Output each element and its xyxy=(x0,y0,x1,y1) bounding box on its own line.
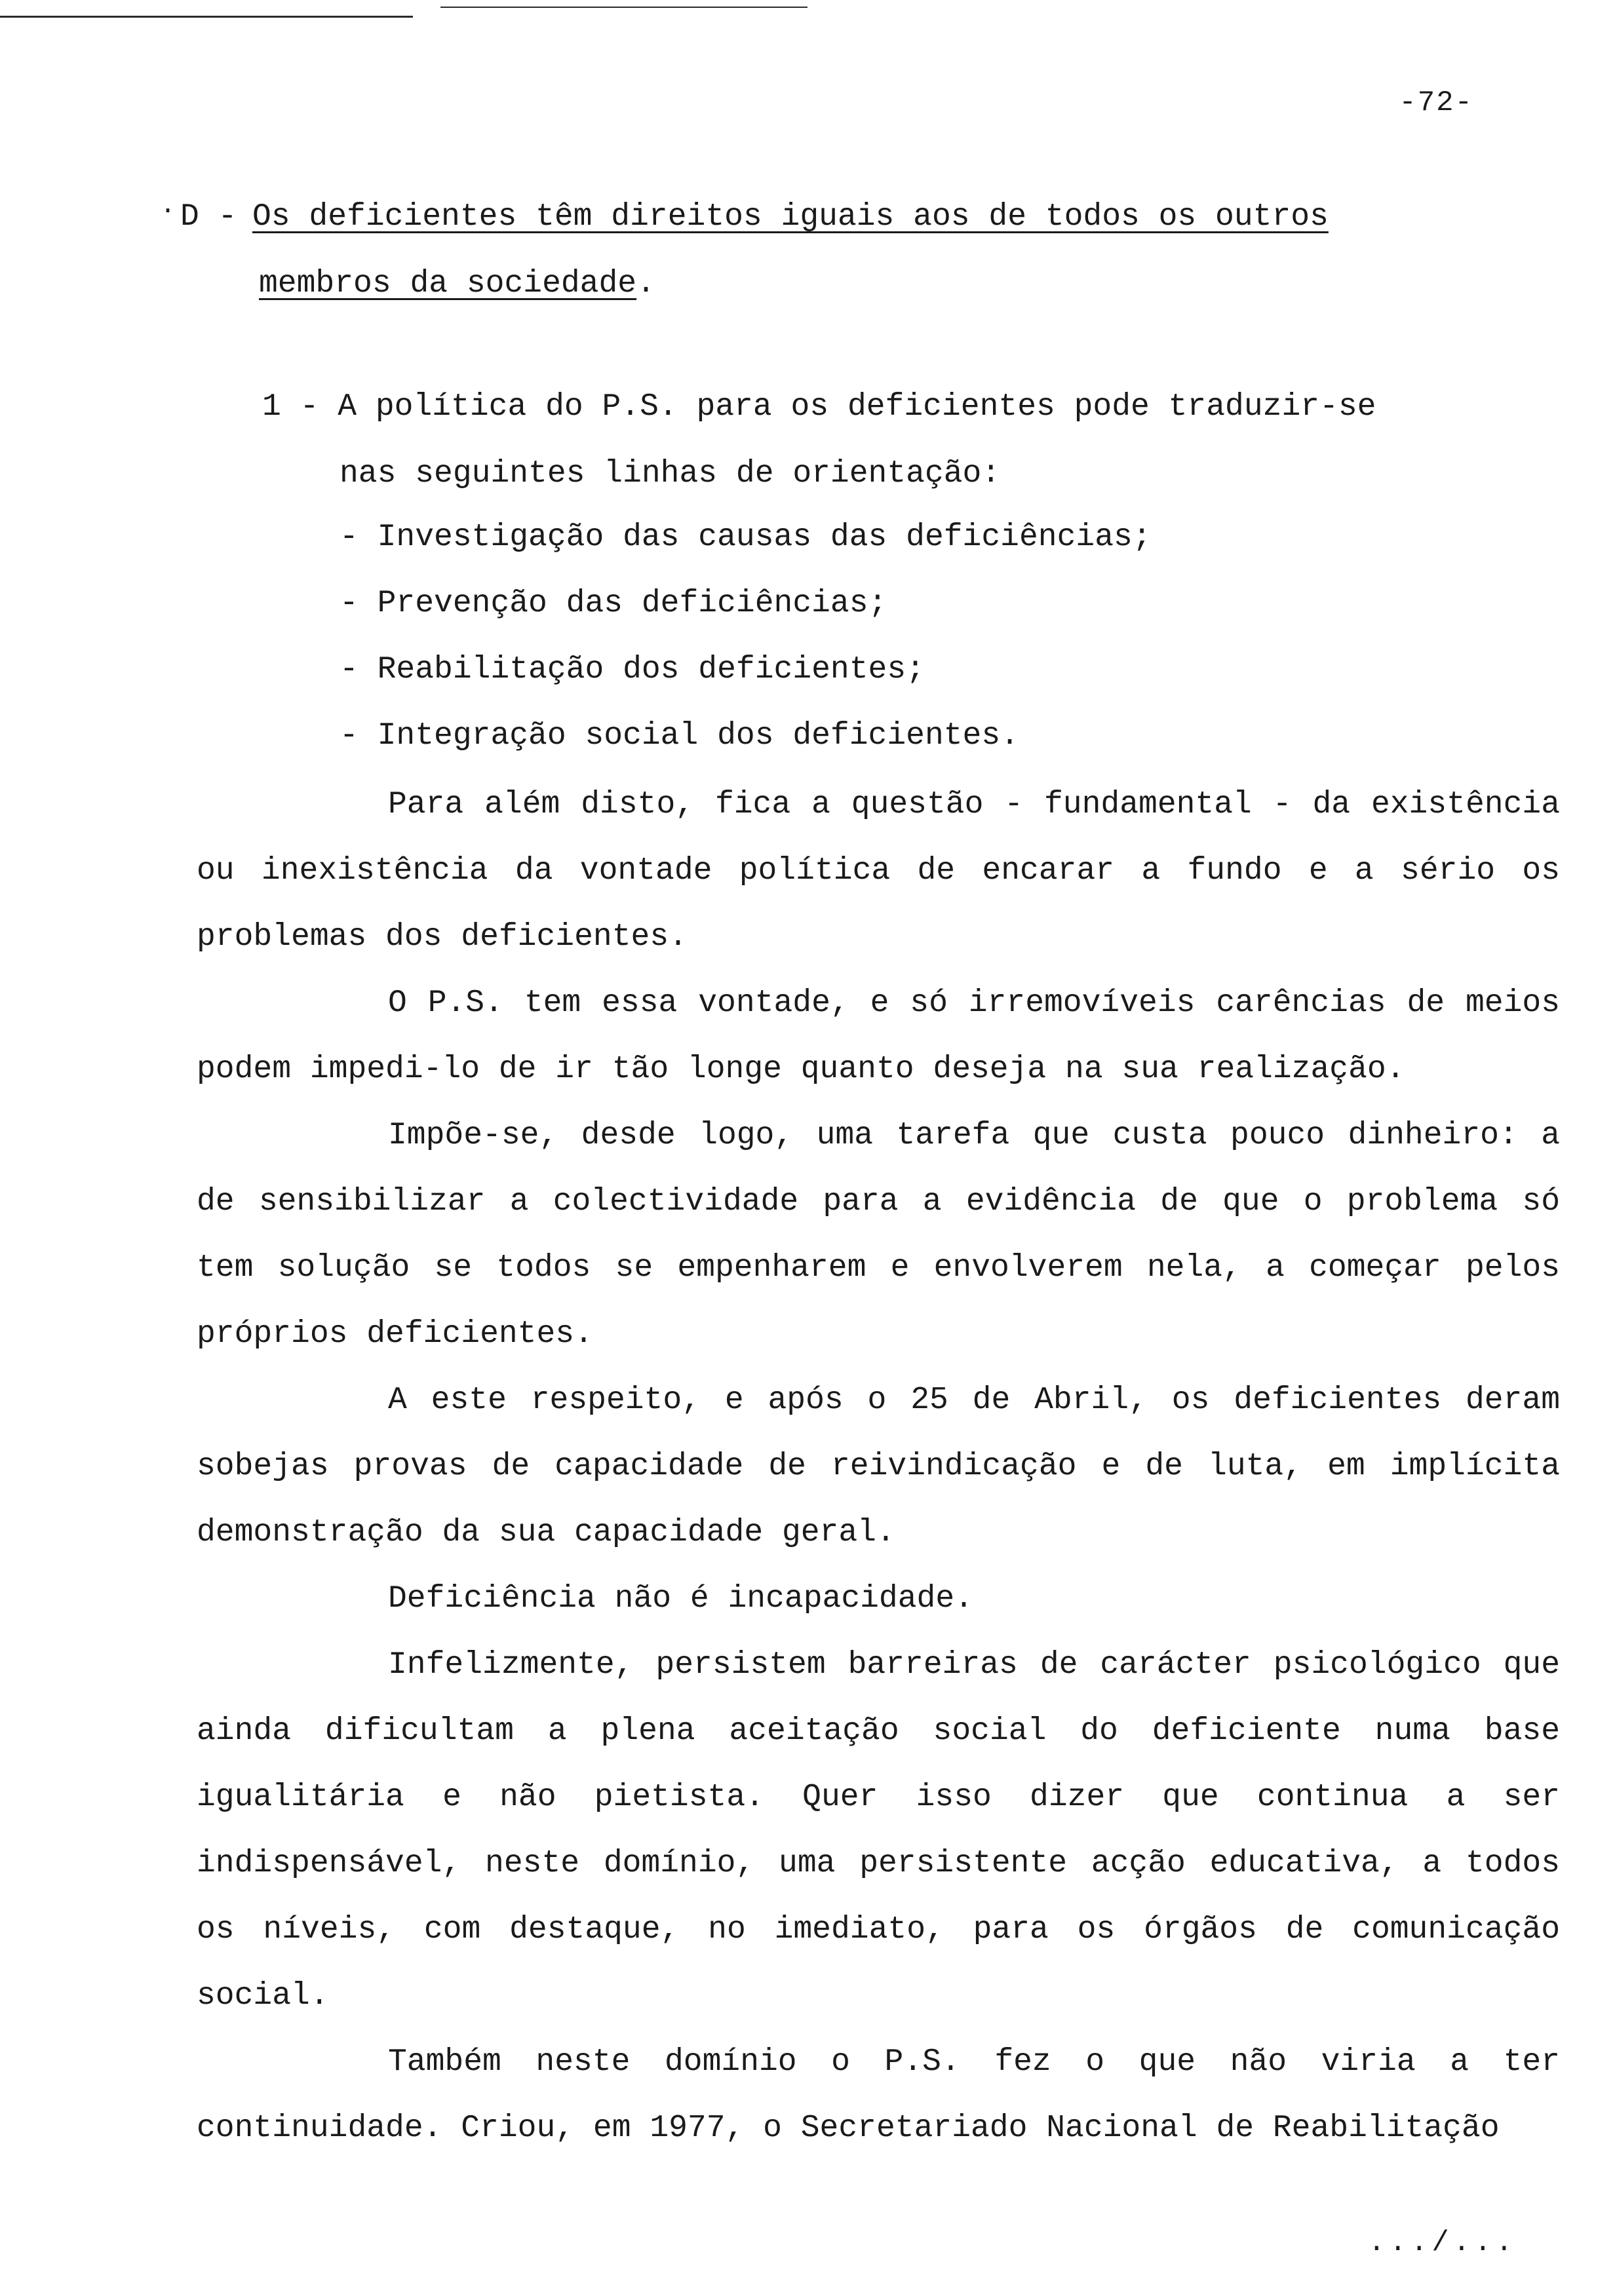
list-item: - Investigação das causas das deficiências; xyxy=(340,520,1152,555)
numbered-item-1 xyxy=(262,373,1508,507)
page-number: -72- xyxy=(1399,86,1473,119)
paragraph: A este respeito, e após o 25 de Abril, os deficientes deram sobejas provas de capacidade de reivindicação e de luta, em implícita demonstração da sua capacidade geral. xyxy=(197,1383,1560,1550)
top-scan-rule-left xyxy=(0,16,413,18)
orientation-list xyxy=(340,505,1454,769)
body-text xyxy=(197,772,1560,2162)
paragraph: Impõe-se, desde logo, uma tarefa que custa pouco dinheiro: a de sensibilizar a colectividade para a evidência de que o problema só tem solução se todos se empenharem e envolverem nela, a começar pelos próprios deficientes. xyxy=(197,1118,1560,1352)
item-1-lead: 1 - A política do P.S. para os deficientes pode traduzir-se xyxy=(262,389,1376,425)
section-letter: D - xyxy=(180,199,237,235)
stray-dot-mark: · xyxy=(160,197,176,226)
item-1-continuation: nas seguintes linhas de orientação: xyxy=(340,456,1001,491)
section-heading-line-1 xyxy=(180,183,1426,250)
section-title-line-2: membros da sociedade xyxy=(259,266,637,301)
continuation-mark: .../... xyxy=(1368,2227,1517,2259)
section-title-period: . xyxy=(636,266,655,301)
paragraph: Deficiência não é incapacidade. xyxy=(388,1581,973,1617)
paragraph: Infelizmente, persistem barreiras de carácter psicológico que ainda dificultam a plena aceitação social do deficiente numa base igualitária e não pietista. Quer isso dizer que continua a ser indispensável, neste domínio, uma persistente acção educativa, a todos os níveis, com destaque, no imediato, para os órgãos de comunicação social. xyxy=(197,1647,1560,2014)
section-heading-line-2 xyxy=(180,250,1426,317)
section-title-line-1: Os deficientes têm direitos iguais aos de todos os outros xyxy=(252,199,1329,235)
paragraph: Para além disto, fica a questão - fundamental - da existência ou inexistência da vontade política de encarar a fundo e a sério os problemas dos deficientes. xyxy=(197,787,1560,955)
list-item: - Prevenção das deficiências; xyxy=(340,586,887,621)
paragraph: Também neste domínio o P.S. fez o que não viria a ter continuidade. Criou, em 1977, o Secretariado Nacional de Reabilitação xyxy=(197,2044,1560,2146)
top-scan-rule-right xyxy=(440,7,808,8)
list-item: - Integração social dos deficientes. xyxy=(340,718,1019,754)
paragraph: O P.S. tem essa vontade, e só irremovíveis carências de meios podem impedi-lo de ir tão longe quanto deseja na sua realização. xyxy=(197,985,1560,1087)
section-heading xyxy=(180,183,1426,317)
list-item: - Reabilitação dos deficientes; xyxy=(340,652,925,687)
